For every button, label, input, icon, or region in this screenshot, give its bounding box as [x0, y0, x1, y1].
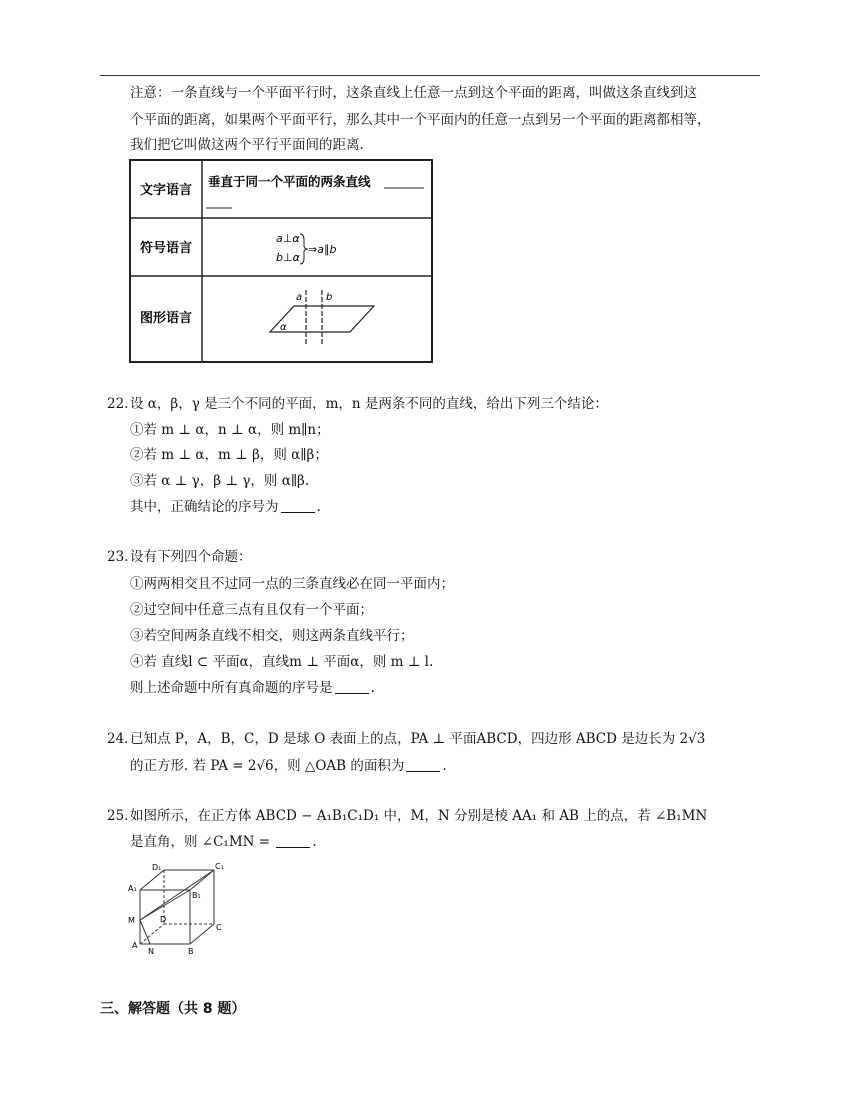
q23-stem: 设有下列四个命题：	[130, 549, 252, 565]
table-label-figure: 图形语言	[139, 311, 193, 326]
table-symbol-l1: a⊥α	[276, 232, 300, 245]
q23-item-3: ③若空间两条直线不相交，则这两条直线平行；	[130, 628, 414, 644]
table-symbol-r: ⇒a∥b	[308, 243, 337, 256]
q23-item-1: ①两两相交且不过同一点的三条直线必在同一平面内；	[130, 576, 454, 592]
table-fig-alpha: α	[280, 322, 287, 333]
fig-label-A1: A₁	[128, 884, 137, 893]
q22-item-3: ③若 α ⊥ γ，β ⊥ γ，则 α∥β.	[130, 473, 310, 489]
q22-number: 22.	[107, 396, 129, 412]
q24-line-1: 已知点 P，A，B，C，D 是球 O 表面上的点，PA ⊥ 平面ABCD，四边形 ABCD 是边长为 2√3	[130, 731, 706, 747]
fig-label-D: D	[160, 915, 167, 924]
fig-label-C: C	[216, 923, 222, 932]
fig-label-D1: D₁	[152, 863, 162, 872]
parallel-lines-table	[128, 158, 434, 364]
q23-answer-blank	[335, 679, 369, 694]
q22-answer-blank	[281, 498, 315, 513]
note-line-3: 我们把它叫做这两个平行平面间的距离.	[130, 137, 364, 153]
q25-line-2	[130, 832, 317, 852]
q22-stem: 设 α，β，γ 是三个不同的平面，m，n 是两条不同的直线，给出下列三个结论：	[130, 396, 608, 412]
q25-line-1: 如图所示，在正方体 ABCD − A₁B₁C₁D₁ 中，M，N 分别是棱 AA₁ 和 AB 上的点，若 ∠B₁MN	[130, 808, 708, 824]
q22-item-1: ①若 m ⊥ α，n ⊥ α，则 m∥n；	[130, 422, 330, 438]
table-text-content: 垂直于同一个平面的两条直线	[208, 174, 371, 189]
fig-label-N: N	[148, 947, 154, 956]
table-symbol-l2: b⊥α	[276, 251, 300, 264]
note-line-1: 注意：一条直线与一个平面平行时，这条直线上任意一点到这个平面的距离，叫做这条直线到这	[130, 85, 697, 101]
q23-number: 23.	[107, 549, 129, 565]
fig-label-M: M	[128, 916, 135, 925]
fig-label-A: A	[132, 941, 138, 950]
table-label-text: 文字语言	[139, 183, 193, 198]
q24-ask: 的正方形. 若 PA = 2√6，则 △OAB 的面积为	[130, 758, 405, 774]
q23-question	[130, 678, 375, 698]
q24-line-2	[130, 756, 447, 776]
q24-end: .	[442, 758, 447, 774]
table-fig-a: a	[296, 292, 303, 303]
q22-question	[130, 497, 321, 517]
section-3-title: 三、解答题（共 8 题）	[100, 1001, 246, 1017]
q22-ask: 其中，正确结论的序号为	[130, 499, 279, 515]
q25-number: 25.	[107, 808, 129, 824]
q23-end: .	[370, 680, 375, 696]
q25-end: .	[312, 834, 317, 850]
header-rule	[100, 75, 760, 76]
q25-ask: 是直角，则 ∠C₁MN =	[130, 834, 275, 850]
fig-label-B1: B₁	[192, 891, 201, 900]
fig-label-C1: C₁	[215, 862, 224, 871]
q22-end: .	[316, 499, 321, 515]
note-line-2: 个平面的距离，如果两个平面平行，那么其中一个平面内的任意一点到另一个平面的距离都相等，	[130, 112, 711, 128]
q25-answer-blank	[276, 833, 310, 848]
table-fig-b: b	[326, 292, 333, 303]
table-label-symbol: 符号语言	[139, 241, 193, 256]
cube-figure	[124, 858, 234, 958]
q23-ask: 则上述命题中所有真命题的序号是	[130, 680, 333, 696]
fig-label-B: B	[188, 947, 194, 956]
q22-item-2: ②若 m ⊥ α，m ⊥ β，则 α∥β；	[130, 447, 328, 463]
q24-answer-blank	[406, 757, 440, 772]
q23-item-2: ②过空间中任意三点有且仅有一个平面；	[130, 602, 373, 618]
q23-item-4: ④若 直线l ⊂ 平面α，直线m ⊥ 平面α，则 m ⊥ l.	[130, 654, 434, 670]
q24-number: 24.	[107, 731, 129, 747]
